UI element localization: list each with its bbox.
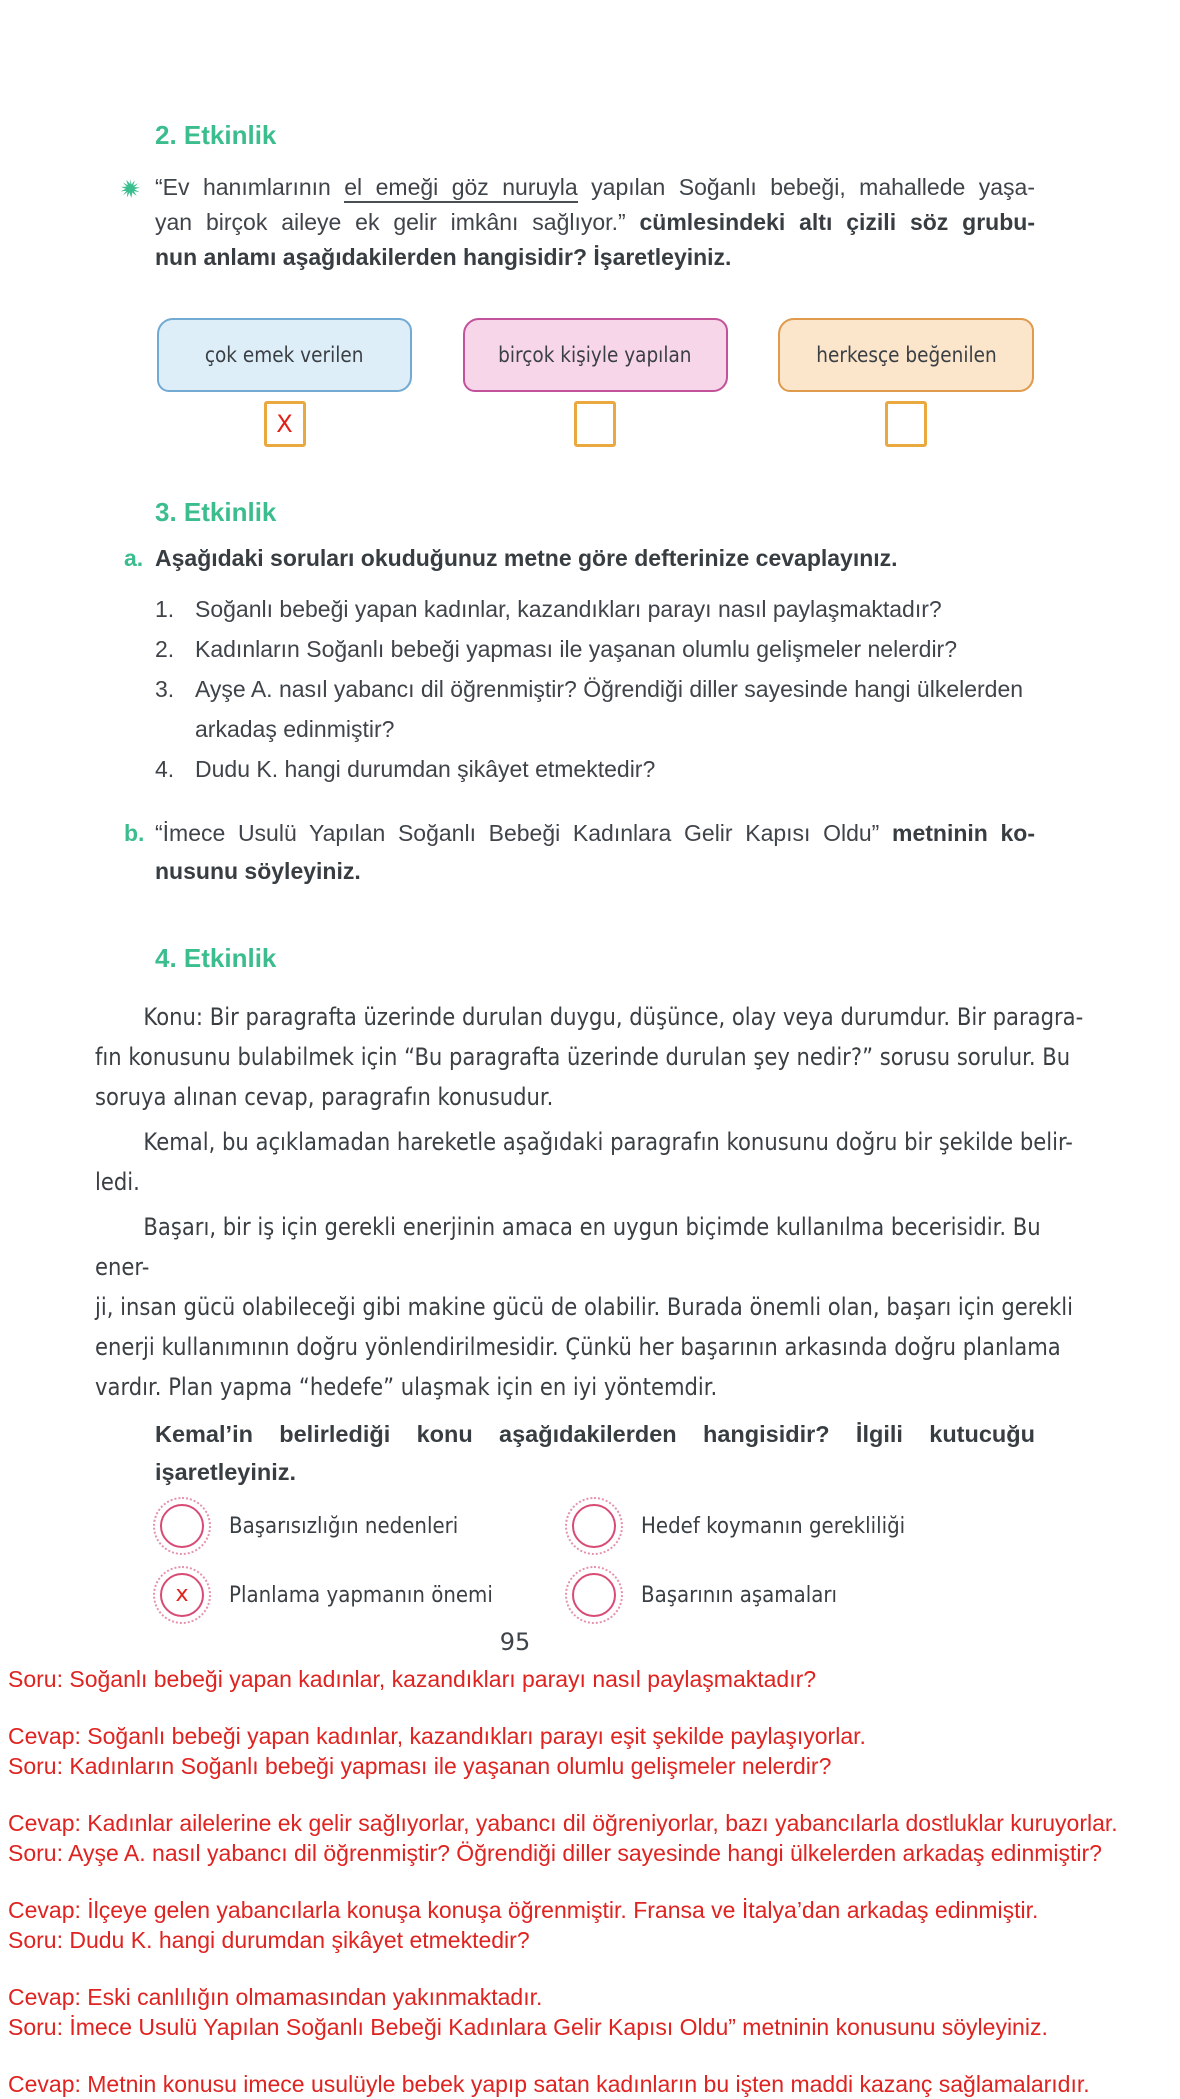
radio-ring [572, 1504, 616, 1548]
list-item [155, 709, 1035, 749]
text-segment: “Ev hanımlarının [155, 174, 345, 200]
underlined-phrase: el emeği göz nuruyla [344, 174, 577, 203]
kemal-paragraph [95, 1122, 1099, 1202]
question-text: Soğanlı bebeği yapan kadınlar, kazandıkları parayı nasıl paylaşmaktadır? [195, 596, 942, 622]
question-line-1 [155, 170, 1035, 205]
activity2-question [155, 170, 1035, 275]
answer-line-cevap: Cevap: Soğanlı bebeği yapan kadınlar, kazandıkları parayı eşit şekilde paylaşıyorlar. [8, 1723, 866, 1749]
question-number: 1. [155, 596, 175, 622]
item-a-text: Aşağıdaki soruları okuduğunuz metne göre defterinize cevaplayınız. [155, 545, 898, 571]
paragraph-line: Kemal, bu açıklamadan hareketle aşağıdaki paragrafın konusunu doğru bir şekilde belir- [143, 1128, 1073, 1156]
activity3-item-a [124, 543, 1035, 573]
question-text: Kadınların Soğanlı bebeği yapması ile yaşanan olumlu gelişmeler nelerdir? [195, 636, 957, 662]
option-label: Planlama yapmanın önemi [229, 1582, 493, 1608]
text-segment: yan birçok aileye ek gelir imkânı sağlıyor.” [155, 209, 640, 235]
list-item [155, 669, 1035, 709]
option-label: Başarının aşamaları [641, 1582, 837, 1608]
item-a-label: a. [124, 545, 144, 571]
radio-ring [572, 1573, 616, 1617]
answer-line-soru: Soru: Dudu K. hangi durumdan şikâyet etmektedir? [8, 1927, 530, 1953]
item-b-line-2 [155, 852, 1035, 890]
paragraph-line: ledi. [95, 1168, 140, 1196]
answer-line-soru: Soru: Kadınların Soğanlı bebeği yapması ile yaşanan olumlu gelişmeler nelerdir? [8, 1753, 832, 1779]
activity3-item-b [124, 814, 1035, 890]
answer-checkbox-2[interactable] [574, 401, 616, 447]
answer-line-soru: Soru: İmece Usulü Yapılan Soğanlı Bebeği Kadınlara Gelir Kapısı Oldu” metninin konusunu söyleyiniz. [8, 2014, 1048, 2040]
answer-cards-row [157, 318, 1034, 392]
paragraph-line: soruya alınan cevap, paragrafın konusudur. [95, 1083, 554, 1111]
question-line-2 [155, 205, 1035, 240]
option-planlama-yapmanin-onemi [153, 1566, 565, 1624]
option-label: Hedef koymanın gerekliliği [641, 1513, 906, 1539]
activity4-question [155, 1415, 1035, 1491]
list-item [155, 749, 1035, 789]
option-basarisizligin-nedenleri [153, 1497, 565, 1555]
item-b-label: b. [124, 820, 145, 846]
answer-line-soru: Soru: Soğanlı bebeği yapan kadınlar, kazandıkları parayı nasıl paylaşmaktadır? [8, 1666, 817, 1692]
text-segment: yapılan Soğanlı bebeği, mahallede yaşa- [577, 174, 1035, 200]
answer-card-herkesce-begenilen[interactable] [778, 318, 1034, 392]
question-line-2: işaretleyiniz. [155, 1459, 297, 1485]
option-radio-1[interactable] [153, 1497, 211, 1555]
radio-ring [160, 1504, 204, 1548]
option-basarinin-asamalari [565, 1566, 1033, 1624]
answer-checkbox-3[interactable] [885, 401, 927, 447]
paragraph-line: enerji kullanımının doğru yönlendirilmesidir. Çünkü her başarının arkasında doğru planlama [95, 1333, 1061, 1361]
question-number: 2. [155, 636, 175, 662]
item-b-line-1 [155, 814, 1035, 852]
answer-checkbox-1-checked[interactable] [264, 401, 306, 447]
answer-card-bircok-kisiyle-yapilan[interactable] [463, 318, 728, 392]
paragraph-line: Konu: Bir paragrafta üzerinde durulan duygu, düşünce, olay veya durumdur. Bir paragra- [143, 1003, 1084, 1031]
activity3-heading: 3. Etkinlik [155, 497, 277, 527]
answer-card-label: herkesçe beğenilen [815, 343, 997, 367]
option-radio-3-checked[interactable] [153, 1566, 211, 1624]
answer-line-cevap: Cevap: Eski canlılığın olmamasından yakınmaktadır. [8, 1984, 543, 2010]
paragraph-line: fın konusunu bulabilmek için “Bu paragrafta üzerinde durulan şey nedir?” sorusu sorulur. Bu [95, 1043, 1071, 1071]
bold-segment: nun anlamı aşağıdakilerden hangisidir? İşaretleyiniz. [155, 244, 732, 270]
question-line-1: Kemal’in belirlediği konu aşağıdakilerden hangisidir? İlgili kutucuğu [155, 1421, 1035, 1447]
activity4-options [153, 1497, 1033, 1624]
red-annotations [8, 1664, 1174, 2099]
bold-segment: nusunu söyleyiniz. [155, 858, 361, 884]
definition-paragraph [95, 997, 1099, 1117]
answer-card-cok-emek-verilen[interactable] [157, 318, 412, 392]
radio-ring [160, 1573, 204, 1617]
activity4-heading: 4. Etkinlik [155, 943, 277, 973]
question-number: 3. [155, 676, 175, 702]
x-mark: X [276, 410, 293, 438]
answer-card-label: çok emek verilen [205, 343, 364, 367]
answer-line-cevap: Cevap: Kadınlar ailelerine ek gelir sağlıyorlar, yabancı dil öğreniyorlar, bazı yabancılarla dostluklar kuruyorlar. [8, 1810, 1118, 1836]
question-number: 4. [155, 756, 175, 782]
text-segment: “İmece Usulü Yapılan Soğanlı Bebeği Kadınlara Gelir Kapısı Oldu” [155, 820, 892, 846]
option-hedef-koymanin-gerekliligi [565, 1497, 1033, 1555]
x-mark: x [175, 1582, 189, 1607]
basari-paragraph [95, 1207, 1099, 1407]
page-number: 95 [499, 1628, 531, 1656]
option-radio-4[interactable] [565, 1566, 623, 1624]
question-line-3 [155, 240, 1035, 275]
option-label: Başarısızlığın nedenleri [229, 1513, 459, 1539]
question-number [155, 709, 195, 749]
paragraph-line: Başarı, bir iş için gerekli enerjinin amaca en uygun biçimde kullanılma becerisidir. Bu ener- [95, 1213, 1041, 1281]
answer-line-cevap: Cevap: İlçeye gelen yabancılarla konuşa konuşa öğrenmiştir. Fransa ve İtalya’dan arkadaş edinmiştir. [8, 1897, 1039, 1923]
paragraph-line: vardır. Plan yapma “hedefe” ulaşmak için en iyi yöntemdir. [95, 1373, 718, 1401]
bold-segment: cümlesindeki altı çizili söz grubu- [639, 209, 1035, 235]
paragraph-line: ji, insan gücü olabileceği gibi makine gücü de olabilir. Burada önemli olan, başarı için gerekli [95, 1293, 1073, 1321]
question-text: Dudu K. hangi durumdan şikâyet etmektedir? [195, 756, 656, 782]
star-bullet-icon [121, 179, 140, 198]
bold-segment: metninin ko- [892, 820, 1035, 846]
answer-line-cevap: Cevap: Metnin konusu imece usulüyle bebek yapıp satan kadınların bu işten maddi kazanç sağlamalarıdır. [8, 2071, 1090, 2097]
question-text: Ayşe A. nasıl yabancı dil öğrenmiştir? Öğrendiği diller sayesinde hangi ülkelerden [195, 676, 1024, 702]
activity3-question-list [155, 589, 1035, 789]
list-item [155, 629, 1035, 669]
question-text: arkadaş edinmiştir? [195, 716, 395, 742]
activity2-heading: 2. Etkinlik [155, 120, 277, 150]
answer-checkboxes-row [157, 401, 1034, 447]
list-item [155, 589, 1035, 629]
answer-line-soru: Soru: Ayşe A. nasıl yabancı dil öğrenmiştir? Öğrendiği diller sayesinde hangi ülkelerden arkadaş edinmiştir? [8, 1840, 1102, 1866]
answer-card-label: birçok kişiyle yapılan [498, 343, 692, 367]
option-radio-2[interactable] [565, 1497, 623, 1555]
